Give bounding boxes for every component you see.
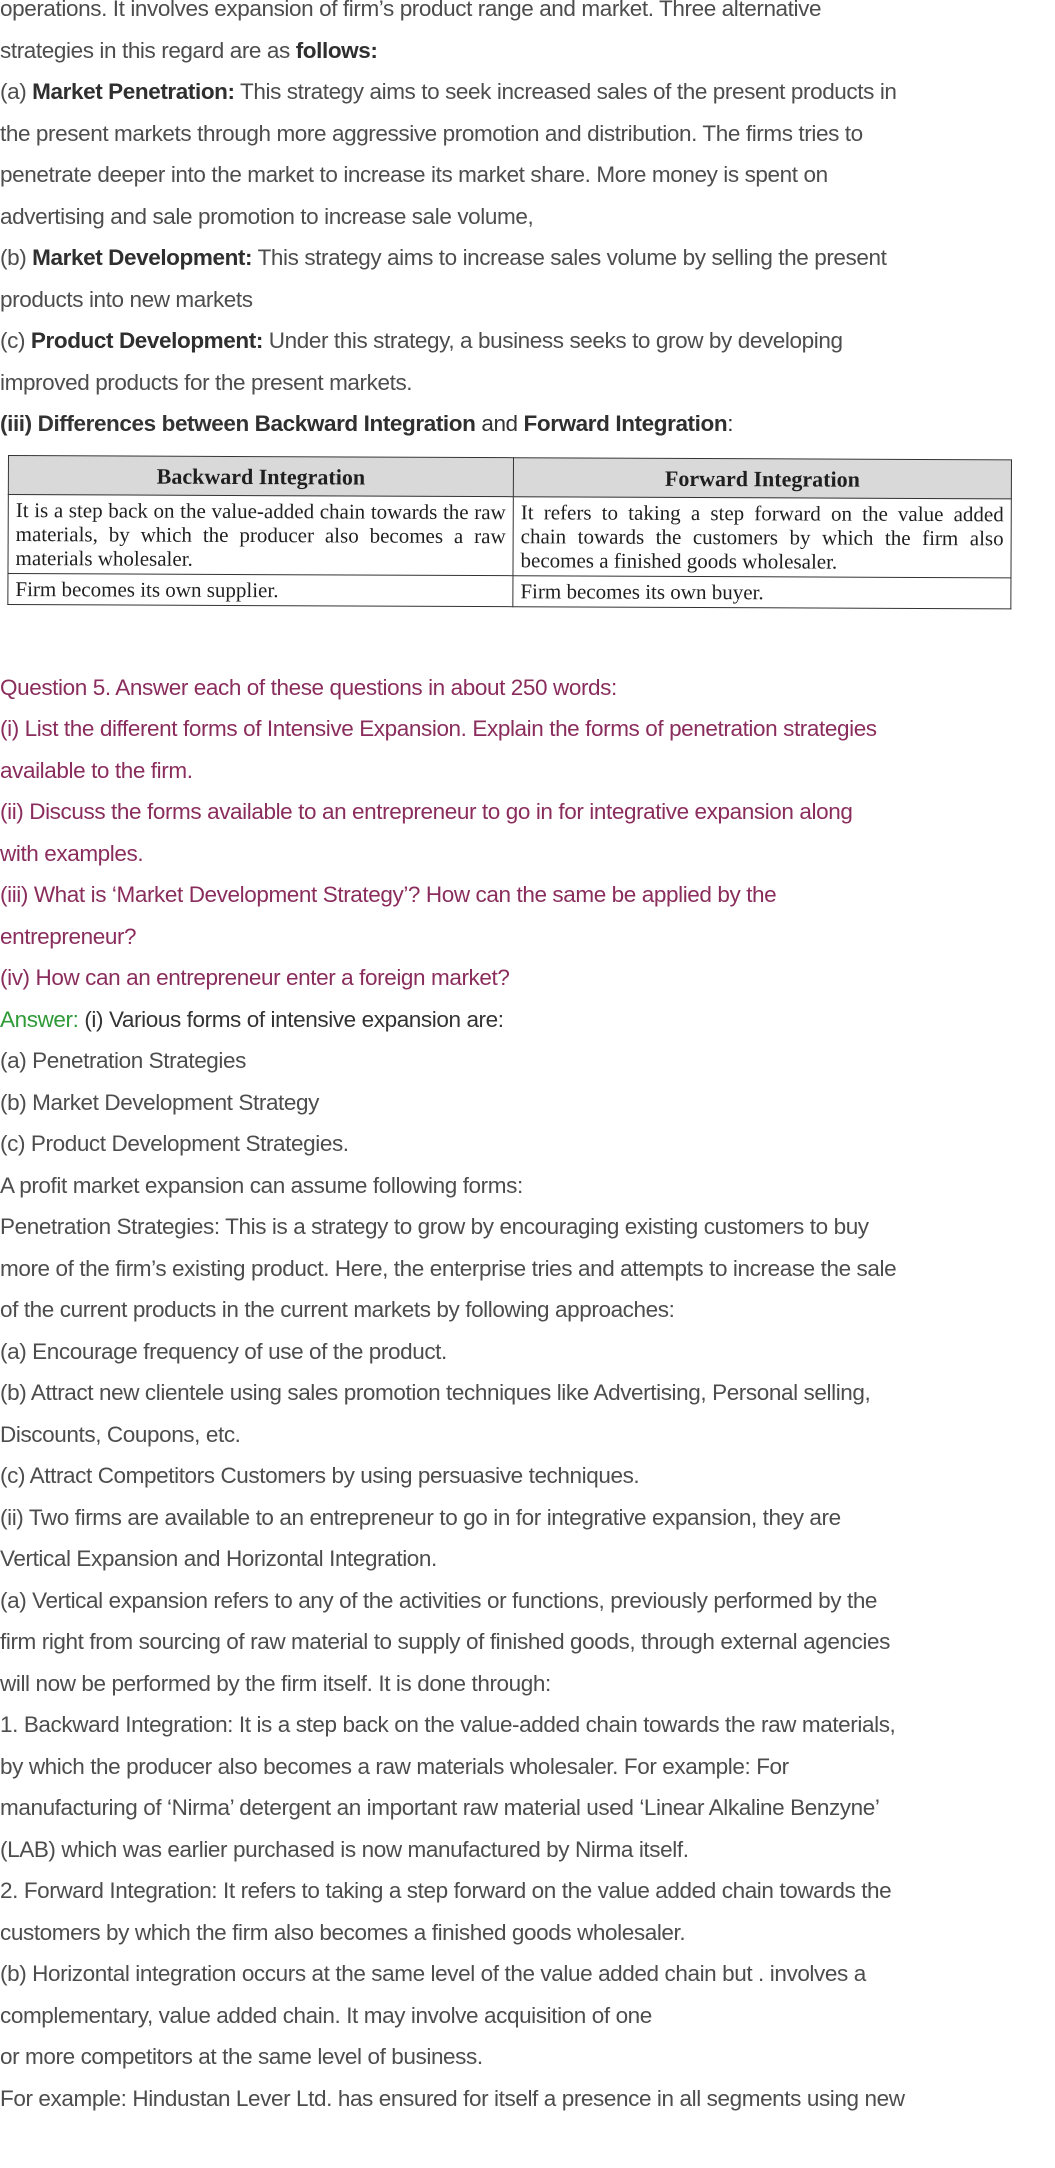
answer-line: 2. Forward Integration: It refers to taking a step forward on the value added chain towards the <box>0 1878 892 1903</box>
comparison-table <box>7 455 1012 609</box>
answer-label: Answer: <box>0 1006 79 1032</box>
intro-text: strategies in this regard are as <box>0 37 296 63</box>
question-item: (i) List the different forms of Intensive Expansion. Explain the forms of penetration strategies <box>0 716 877 741</box>
table-header-forward: Forward Integration <box>513 457 1011 498</box>
strategy-text: This strategy aims to seek increased sales of the present products in <box>234 79 897 104</box>
answer-line: by which the producer also becomes a raw materials wholesaler. For example: For <box>0 1753 789 1779</box>
answer-line: (c) Attract Competitors Customers by using persuasive techniques. <box>0 1463 640 1488</box>
answer-line: (LAB) which was earlier purchased is now manufactured by Nirma itself. <box>0 1836 689 1862</box>
answer-line: of the current products in the current markets by following approaches: <box>0 1297 675 1322</box>
question-item: entrepreneur? <box>0 923 137 949</box>
answer-line: (a) Vertical expansion refers to any of the activities or functions, previously performed by the <box>0 1587 878 1613</box>
strategy-prefix: (b) <box>0 245 33 270</box>
heading-part: : <box>727 411 734 436</box>
answer-line: (c) Product Development Strategies. <box>0 1131 349 1156</box>
strategy-text: Under this strategy, a business seeks to grow by developing <box>262 328 843 353</box>
table-row <box>8 494 1011 577</box>
answer-line: customers by which the firm also becomes a finished goods wholesaler. <box>0 1919 686 1945</box>
strategy-name: Market Penetration: <box>32 79 235 104</box>
intro-bold: follows: <box>295 37 378 63</box>
answer-line: Discounts, Coupons, etc. <box>0 1421 241 1447</box>
question-item: available to the firm. <box>0 757 193 783</box>
answer-line: complementary, value added chain. It may involve acquisition of one <box>0 2002 652 2028</box>
strategy-a-line-3: penetrate deeper into the market to increase its market share. More money is spent on <box>0 162 828 187</box>
question-item: (iii) What is ‘Market Development Strategy’? How can the same be applied by the <box>0 882 777 907</box>
question-title: Question 5. Answer each of these questions in about 250 words: <box>0 674 617 700</box>
table-cell: Firm becomes its own buyer. <box>513 575 1011 608</box>
table-header-row <box>8 455 1011 498</box>
strategy-prefix: (a) <box>0 79 33 104</box>
answer-lead <box>0 999 1055 1041</box>
strategy-b-line-1 <box>0 237 1055 279</box>
strategy-text: This strategy aims to increase sales volume by selling the present <box>252 245 887 270</box>
heading-part: (iii) Differences between <box>0 411 255 436</box>
strategy-b-line-2: products into new markets <box>0 286 253 312</box>
heading-part: and <box>475 411 524 436</box>
question-item: (ii) Discuss the forms available to an entrepreneur to go in for integrative expansion along <box>0 799 853 824</box>
comparison-table-image <box>8 455 1012 605</box>
strategy-a-line-1 <box>0 71 1055 113</box>
answer-line: (b) Market Development Strategy <box>0 1089 319 1115</box>
answer-line: 1. Backward Integration: It is a step back on the value-added chain towards the raw materials, <box>0 1712 896 1737</box>
strategy-prefix: (c) <box>0 328 31 353</box>
strategy-a-line-2: the present markets through more aggressive promotion and distribution. The firms tries to <box>0 120 863 146</box>
table-cell: Firm becomes its own supplier. <box>8 573 513 606</box>
answer-line: will now be performed by the firm itself. It is done through: <box>0 1670 551 1696</box>
answer-line: more of the firm’s existing product. Here, the enterprise tries and attempts to increase the sale <box>0 1255 897 1281</box>
strategy-name: Product Development: <box>30 328 263 353</box>
answer-line: For example: Hindustan Lever Ltd. has ensured for itself a presence in all segments using new <box>0 2085 905 2111</box>
strategy-name: Market Development: <box>32 245 253 270</box>
table-header-backward: Backward Integration <box>8 455 513 496</box>
answer-line: Penetration Strategies: This is a strategy to grow by encouraging existing customers to buy <box>0 1214 869 1239</box>
answer-line: manufacturing of ‘Nirma’ detergent an important raw material used ‘Linear Alkaline Benzyne’ <box>0 1795 880 1820</box>
intro-line-1: operations. It involves expansion of firm’s product range and market. Three alternative <box>0 0 822 21</box>
answer-line: (a) Penetration Strategies <box>0 1048 246 1073</box>
table-row <box>8 573 1011 608</box>
answer-lead-text: (i) Various forms of intensive expansion are: <box>78 1006 504 1032</box>
table-cell: It refers to taking a step forward on the value added chain towards the customers by which the firm also becomes a finished goods wholesaler. <box>513 496 1011 577</box>
heading-part: Backward Integration <box>254 411 476 436</box>
answer-line: (a) Encourage frequency of use of the product. <box>0 1338 447 1364</box>
heading-part: Forward Integration <box>523 411 728 436</box>
strategy-c-line-2: improved products for the present markets. <box>0 369 413 395</box>
answer-line: firm right from sourcing of raw material to supply of finished goods, through external agencies <box>0 1629 890 1654</box>
answer-line: A profit market expansion can assume following forms: <box>0 1172 523 1198</box>
table-cell: It is a step back on the value-added chain towards the raw materials, by which the producer also becomes a raw materials wholesaler. <box>8 494 513 575</box>
strategy-a-line-4: advertising and sale promotion to increase sale volume, <box>0 203 534 229</box>
differences-heading <box>0 403 1055 445</box>
question-item: with examples. <box>0 840 144 866</box>
strategy-c-line-1 <box>0 320 1055 362</box>
answer-line: Vertical Expansion and Horizontal Integration. <box>0 1546 437 1571</box>
question-item: (iv) How can an entrepreneur enter a foreign market? <box>0 965 510 990</box>
answer-line: (b) Horizontal integration occurs at the same level of the value added chain but . involves a <box>0 1961 866 1986</box>
answer-line: or more competitors at the same level of business. <box>0 2044 483 2069</box>
intro-line-2 <box>0 30 1055 72</box>
answer-line: (ii) Two firms are available to an entrepreneur to go in for integrative expansion, they are <box>0 1504 841 1530</box>
answer-line: (b) Attract new clientele using sales promotion techniques like Advertising, Personal selling, <box>0 1380 871 1405</box>
